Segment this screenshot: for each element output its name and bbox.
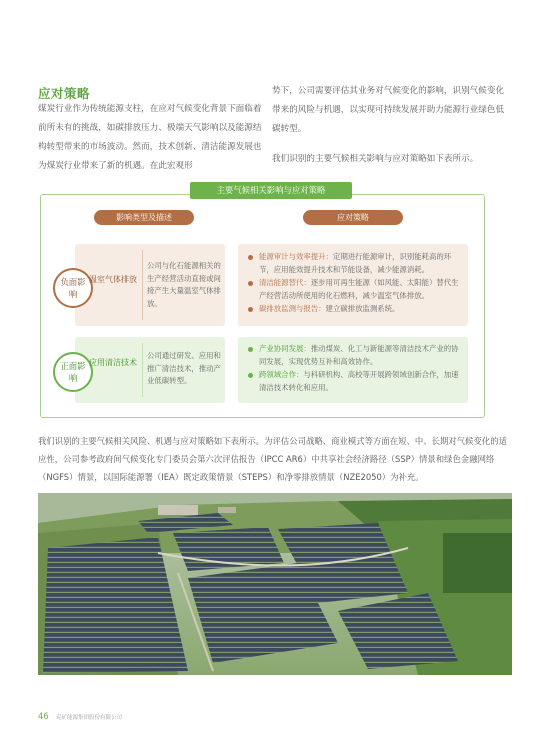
- negative-separator: [142, 250, 143, 320]
- positive-separator: [142, 343, 143, 397]
- bullet-dot-icon: [248, 347, 253, 352]
- bullet-dot-icon: [248, 373, 253, 378]
- bullet-dot-icon: [248, 281, 253, 286]
- list-item: 碳排放监测与报告：建立碳排放监测系统。: [248, 303, 462, 316]
- positive-strategy-list: [248, 343, 462, 395]
- intro-paragraph-right: 势下，公司需要评估其业务对气候变化的影响，识别气候变化带来的风险与机遇，以实现可持续发展并助力能源行业绿色低碳转型。: [272, 86, 505, 134]
- negative-impact-description: 公司与化石能源相关的生产经营活动直接或间接产生大量温室气体排放。: [147, 261, 221, 308]
- list-item: 能源审计与效率提升：定期进行能源审计，识别能耗高的环节，应用能效提升技术和节能设备，减少能源消耗。: [248, 251, 462, 276]
- positive-impact-category: 应用清洁技术: [89, 358, 137, 367]
- scenario-paragraph: 我们识别的主要气候相关风险、机遇与应对策略如下表所示。为评估公司战略、商业模式等方面在短、中、长期对气候变化的适应性，公司参考政府间气候变化专门委员会第六次评估报告（IPCC AR6）中共享社会经济路径（SSP）情景和绿色金融网络（NGFS）情景，以国际能源署（IEA）既定政策情景（STEPS）和净零排放情景（NZE2050）为补充。: [38, 436, 507, 482]
- column-header-impact: 影响类型及描述: [94, 210, 194, 225]
- positive-impact-description: 公司通过研发、应用和推广清洁技术，推动产业低碳转型。: [147, 351, 221, 385]
- negative-impact-category: 温室气体排放: [89, 275, 137, 284]
- list-item: 清洁能源替代：逐步用可再生能源（如风能、太阳能）替代生产经营活动所使用的化石燃料，减少温室气体排放。: [248, 277, 462, 302]
- negative-strategy-list: [248, 251, 462, 317]
- column-header-strategy: 应对策略: [303, 210, 403, 225]
- bullet-dot-icon: [248, 255, 253, 260]
- negative-impact-badge-label: 负面影响: [60, 277, 86, 299]
- positive-impact-badge-label: 正面影响: [60, 361, 86, 383]
- page-number: 46: [38, 711, 49, 721]
- list-item: 产业协同发展：推动煤炭、化工与新能源等清洁技术产业的协同发展，实现优势互补和高效协作。: [248, 343, 462, 368]
- bullet-dot-icon: [248, 307, 253, 312]
- intro-paragraph-left: 煤炭行业作为传统能源支柱，在应对气候变化背景下面临着前所未有的挑战，如碳排放压力、极端天气影响以及能源结构转型带来的市场波动。然而，技术创新、清洁能源发展也为煤炭行业带来了新的机遇。在此宏观形: [38, 104, 262, 171]
- solar-farm-photo: [38, 493, 512, 675]
- section-title: 应对策略: [38, 86, 91, 101]
- list-item: 跨领域合作：与科研机构、高校等开展跨领域创新合作，加速清洁技术转化和应用。: [248, 369, 462, 394]
- table-intro-paragraph: 我们识别的主要气候相关影响与应对策略如下表所示。: [272, 154, 479, 164]
- table-title: 主要气候相关影响与应对策略: [190, 182, 352, 199]
- footer-company-name: 兖矿能源集团股份有限公司: [56, 715, 123, 721]
